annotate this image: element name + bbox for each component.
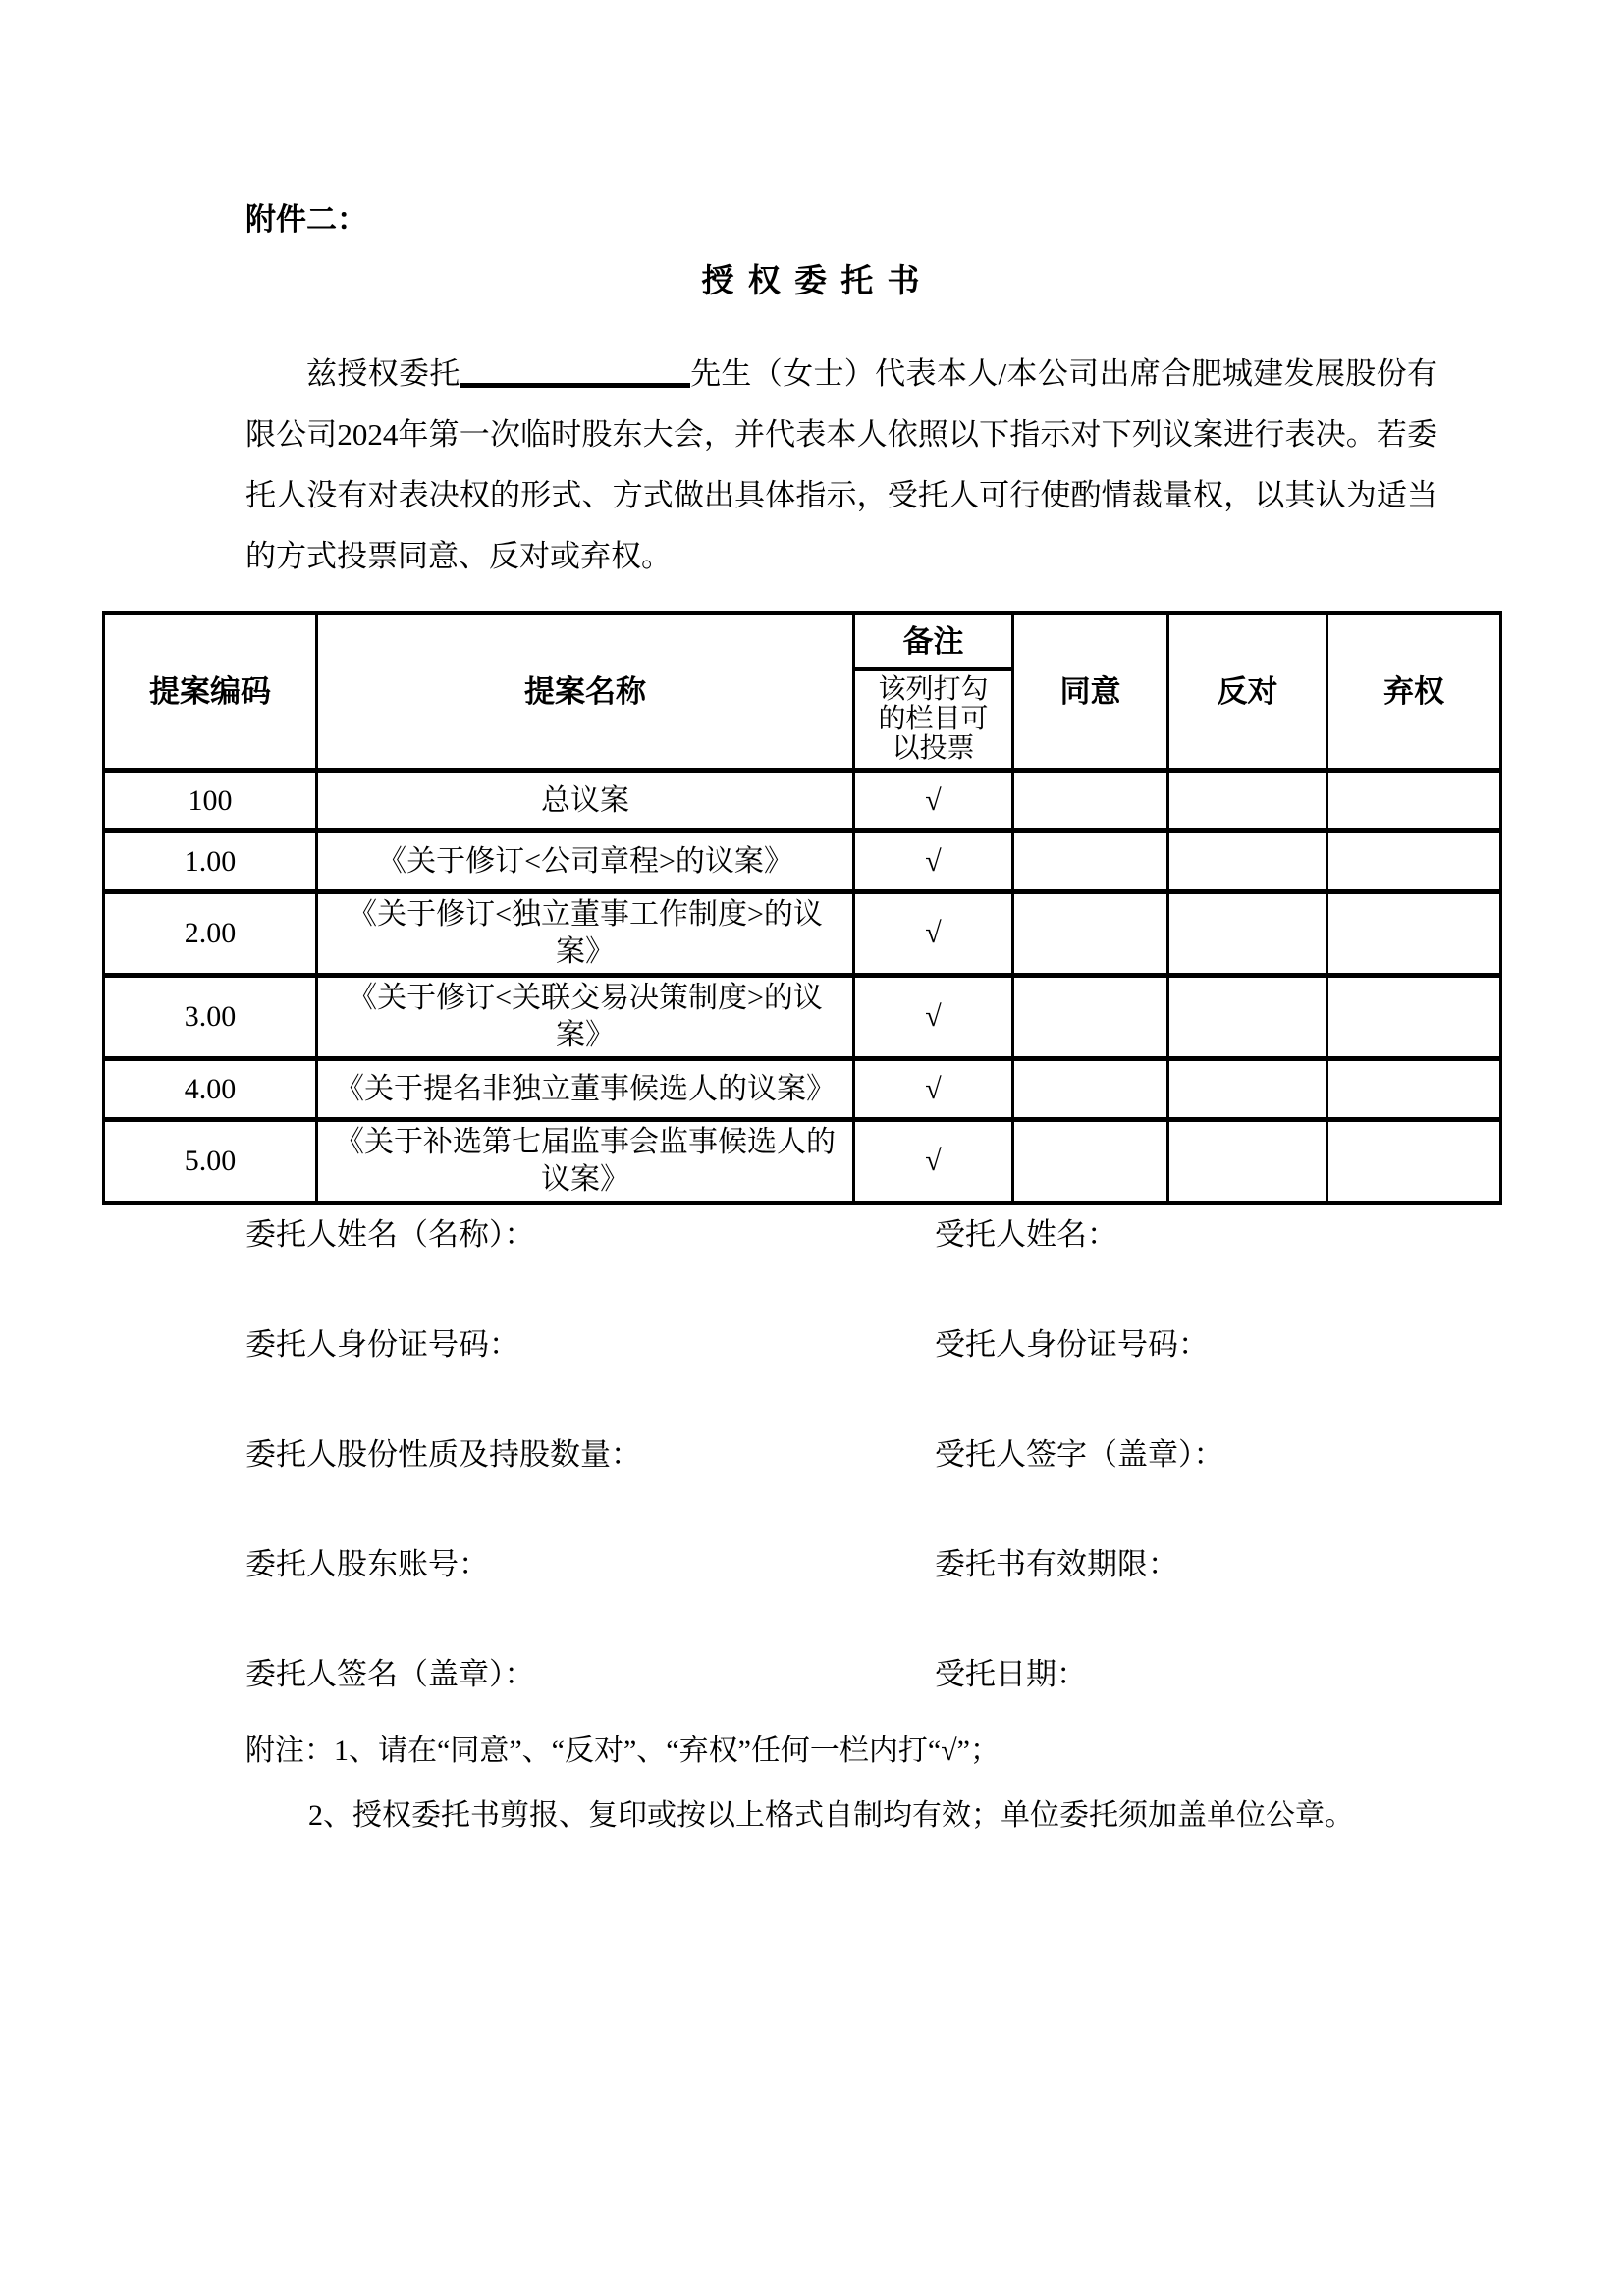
- cell-against: [1168, 1120, 1327, 1203]
- table-header-row: [104, 614, 1501, 771]
- form-row: [245, 1429, 1437, 1473]
- cell-abstain: [1327, 976, 1501, 1059]
- form-row: [245, 1539, 1437, 1583]
- cell-proposal-name: 《关于修订<公司章程>的议案》: [317, 831, 854, 892]
- cell-remark-check: √: [854, 771, 1013, 831]
- intro-paragraph: [245, 344, 1437, 587]
- trustee-id-label: 受托人身份证号码：: [935, 1327, 1209, 1362]
- remark-header-label: 备注: [855, 615, 1011, 671]
- col-header-proposal-code: 提案编码: [104, 614, 317, 771]
- cell-proposal-name: 《关于补选第七届监事会监事候选人的议案》: [317, 1120, 854, 1203]
- cell-remark-check: √: [854, 831, 1013, 892]
- attachment-label: 附件二：: [245, 202, 367, 237]
- principal-account-label: 委托人股东账号：: [245, 1547, 489, 1581]
- cell-agree: [1013, 892, 1168, 976]
- note-line-1: 附注：1、请在“同意”、“反对”、“弃权”任何一栏内打“√”；: [245, 1735, 1000, 1767]
- table-row: [104, 1059, 1501, 1120]
- trustee-name-label: 受托人姓名：: [935, 1217, 1117, 1252]
- trustee-signature-label: 受托人签字（盖章）：: [935, 1437, 1224, 1471]
- document-title: 授 权 委 托 书: [701, 264, 923, 299]
- cell-agree: [1013, 771, 1168, 831]
- cell-remark-check: √: [854, 1059, 1013, 1120]
- cell-proposal-name: 总议案: [317, 771, 854, 831]
- attorney-name-blank-underline: [460, 380, 690, 388]
- col-header-against: 反对: [1168, 614, 1327, 771]
- form-row: [245, 1209, 1437, 1254]
- cell-abstain: [1327, 1059, 1501, 1120]
- principal-name-label: 委托人姓名（名称）：: [245, 1217, 535, 1252]
- table-row: [104, 831, 1501, 892]
- cell-against: [1168, 892, 1327, 976]
- cell-proposal-code: 2.00: [104, 892, 317, 976]
- cell-proposal-code: 4.00: [104, 1059, 317, 1120]
- cell-against: [1168, 1059, 1327, 1120]
- cell-remark-check: √: [854, 1120, 1013, 1203]
- col-header-agree: 同意: [1013, 614, 1168, 771]
- intro-text-before-blank: 兹授权委托: [306, 356, 460, 391]
- cell-proposal-code: 5.00: [104, 1120, 317, 1203]
- principal-signature-label: 委托人签名（盖章）：: [245, 1657, 535, 1691]
- cell-proposal-code: 1.00: [104, 831, 317, 892]
- cell-abstain: [1327, 771, 1501, 831]
- cell-proposal-name: 《关于修订<关联交易决策制度>的议案》: [317, 976, 854, 1059]
- principal-id-label: 委托人身份证号码：: [245, 1327, 519, 1362]
- table-row: [104, 976, 1501, 1059]
- note-line-2: 2、授权委托书剪报、复印或按以上格式自制均有效；单位委托须加盖单位公章。: [308, 1799, 1354, 1832]
- cell-against: [1168, 771, 1327, 831]
- table-row: [104, 892, 1501, 976]
- cell-proposal-code: 100: [104, 771, 317, 831]
- col-header-remark: [854, 614, 1013, 771]
- form-row: [245, 1319, 1437, 1363]
- proxy-validity-label: 委托书有效期限：: [935, 1547, 1178, 1581]
- cell-proposal-code: 3.00: [104, 976, 317, 1059]
- remark-header-note: 该列打勾的栏目可以投票: [878, 674, 989, 764]
- cell-remark-check: √: [854, 976, 1013, 1059]
- cell-abstain: [1327, 1120, 1501, 1203]
- cell-against: [1168, 831, 1327, 892]
- form-row: [245, 1649, 1437, 1693]
- cell-proposal-name: 《关于修订<独立董事工作制度>的议案》: [317, 892, 854, 976]
- cell-remark-check: √: [854, 892, 1013, 976]
- cell-against: [1168, 976, 1327, 1059]
- cell-agree: [1013, 1059, 1168, 1120]
- col-header-proposal-name: 提案名称: [317, 614, 854, 771]
- table-row: [104, 771, 1501, 831]
- cell-abstain: [1327, 831, 1501, 892]
- principal-shares-label: 委托人股份性质及持股数量：: [245, 1437, 641, 1471]
- proposal-vote-table: [102, 611, 1502, 1205]
- cell-abstain: [1327, 892, 1501, 976]
- intro-text-after-blank: 先生（女士）代表本人/本公司出席合肥城建发展股份有限公司2024年第一次临时股东大会，并代表本人依照以下指示对下列议案进行表决。若委托人没有对表决权的形式、方式做出具体指示，受托人可行使酌情裁量权，以其认为适当的方式投票同意、反对或弃权。: [245, 356, 1437, 573]
- proxy-date-label: 受托日期：: [935, 1657, 1087, 1691]
- cell-agree: [1013, 976, 1168, 1059]
- col-header-abstain: 弃权: [1327, 614, 1501, 771]
- cell-agree: [1013, 831, 1168, 892]
- table-row: [104, 1120, 1501, 1203]
- cell-agree: [1013, 1120, 1168, 1203]
- cell-proposal-name: 《关于提名非独立董事候选人的议案》: [317, 1059, 854, 1120]
